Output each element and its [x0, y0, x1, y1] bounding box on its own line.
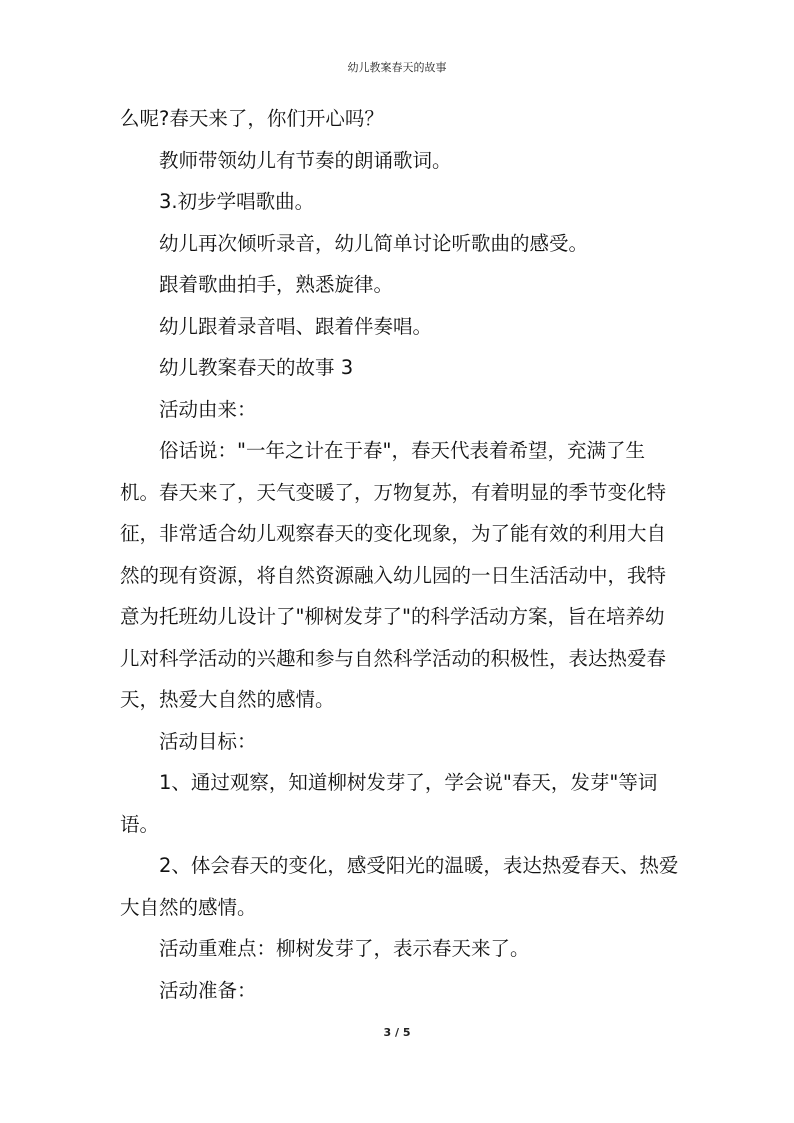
paragraph: 跟着歌曲拍手，熟悉旋律。: [159, 273, 394, 296]
paragraph: 幼儿再次倾听录音，幼儿简单讨论听歌曲的感受。: [159, 231, 589, 255]
paragraph: 2、体会春天的变化，感受阳光的温暖，表达热爱春天、热爱大自然的感情。: [120, 854, 679, 919]
page-number: 3 / 5: [383, 1026, 411, 1039]
section-label: 活动准备：: [159, 978, 257, 1002]
paragraph: 教师带领幼儿有节奏的朗诵歌词。: [159, 148, 452, 172]
section-label: 活动目标：: [159, 729, 257, 753]
paragraph: 么呢?春天来了，你们开心吗？: [120, 107, 384, 130]
paragraph: 3.初步学唱歌曲。: [159, 190, 315, 213]
paragraph: 活动重难点：柳树发芽了，表示春天来了。: [159, 937, 530, 960]
paragraph: 俗话说："一年之计在于春"，春天代表着希望，充满了生机。春天来了，天气变暖了，万物复苏，有着明显的季节变化特征，非常适合幼儿观察春天的变化现象，为了能有效的利用大自然的现有资源，将自然资源融入幼儿园的一日生活活动中，我特意为托班幼儿设计了"柳树发芽了"的科学活动方案，旨在培养幼儿对科学活动的兴趣和参与自然科学活动的积极性，表达热爱春天，热爱大自然的感情。: [120, 439, 667, 711]
paragraph: 1、通过观察，知道柳树发芽了，学会说"春天，发芽"等词语。: [120, 771, 658, 836]
section-heading: 幼儿教案春天的故事 3: [159, 356, 354, 379]
document-body: [120, 98, 680, 1011]
page-header: 幼儿教案春天的故事: [347, 61, 447, 74]
section-label: 活动由来：: [159, 397, 257, 421]
paragraph: 幼儿跟着录音唱、跟着伴奏唱。: [159, 314, 433, 338]
